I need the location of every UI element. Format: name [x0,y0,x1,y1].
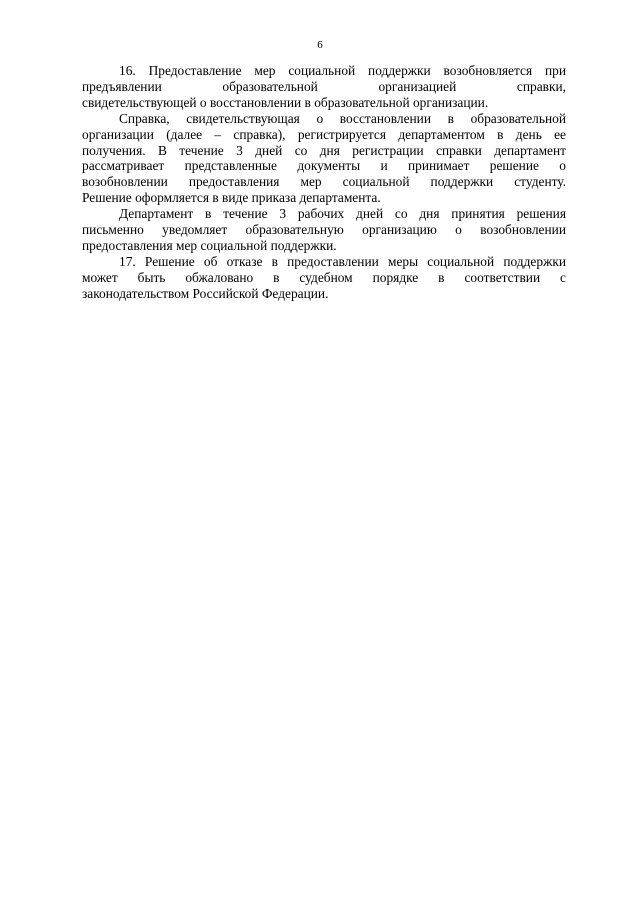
paragraph-certificate [82,111,566,206]
text-line: законодательством Российской Федерации. [82,285,329,301]
text-line: письменно уведомляет образовательную организацию о возобновлении [82,222,566,238]
text-line: свидетельствующей о восстановлении в образовательной организации. [82,94,489,110]
text-line: рассматривает представленные документы и принимает решение о [82,158,566,174]
text-line: возобновлении предоставления мер социальной поддержки студенту. [82,174,566,190]
paragraph-16 [82,63,566,111]
page-number: 6 [317,39,323,51]
text-line: предоставления мер социальной поддержки. [82,237,337,253]
document-body [82,63,566,302]
text-line: предъявлении образовательной организацией справки, [82,78,566,94]
text-line: может быть обжаловано в судебном порядке в соответствии с [82,269,566,285]
text-line: получения. В течение 3 дней со дня регистрации справки департамент [82,142,566,158]
text-line: 17. Решение об отказе в предоставлении меры социальной поддержки [119,253,566,269]
paragraph-notify [82,206,566,254]
text-line: Департамент в течение 3 рабочих дней со дня принятия решения [119,206,566,222]
text-line: Решение оформляется в виде приказа департамента. [82,190,381,206]
text-line: 16. Предоставление мер социальной поддержки возобновляется при [119,63,566,78]
text-line: Справка, свидетельствующая о восстановлении в образовательной [119,110,566,126]
paragraph-17 [82,254,566,302]
text-line: организации (далее – справка), регистрируется департаментом в день ее [82,126,566,142]
